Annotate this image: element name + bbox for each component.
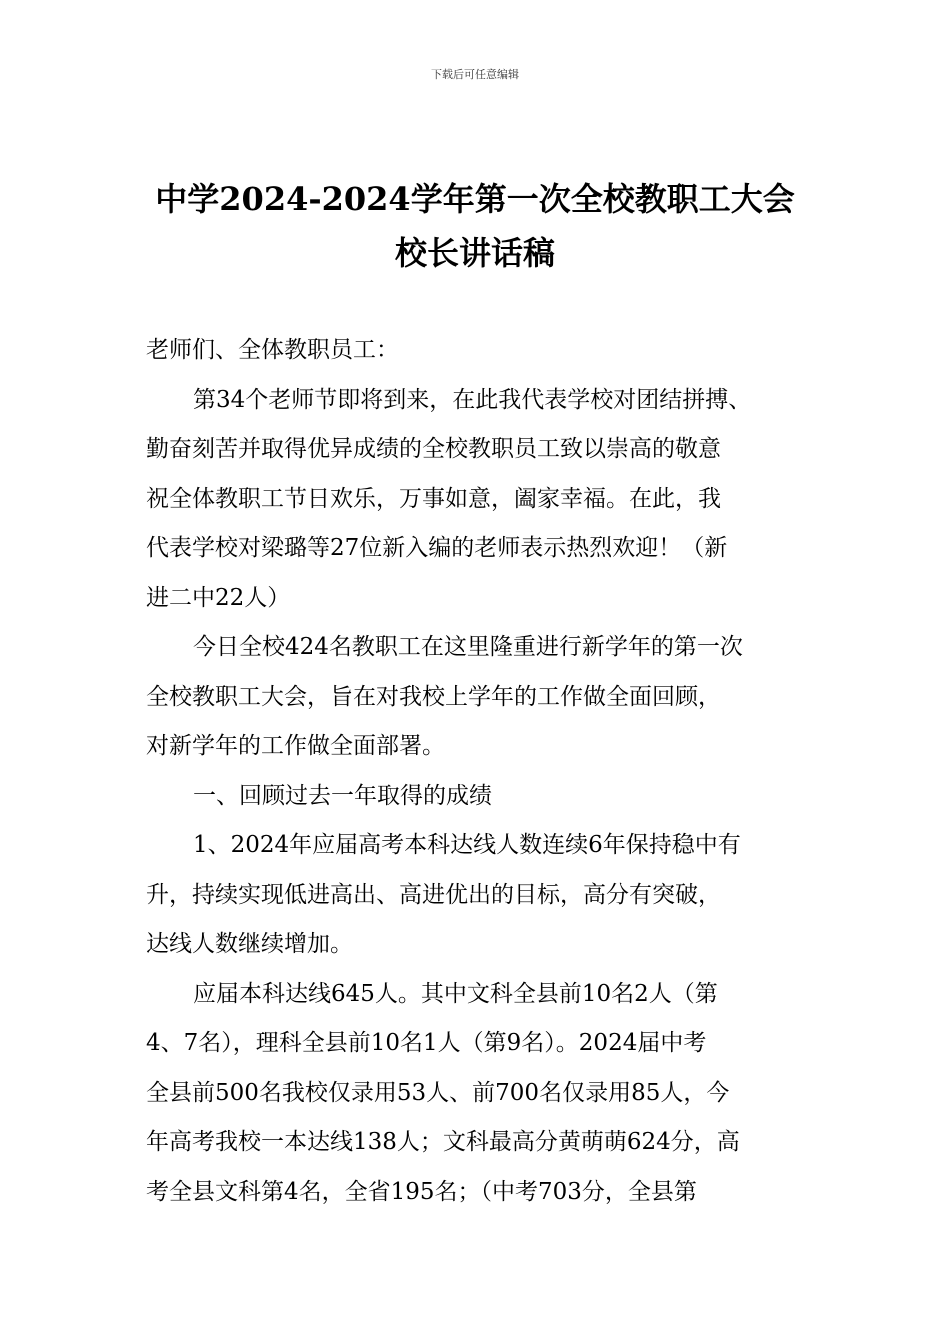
body-line: 第34个老师节即将到来，在此我代表学校对团结拼搏、	[193, 386, 752, 413]
body-line: 升，持续实现低进高出、高进优出的目标，高分有突破，	[146, 881, 721, 908]
body-line: 老师们、全体教职员工：	[146, 337, 399, 363]
page-header-note: 下载后可任意编辑	[431, 68, 519, 81]
body-line: 一、回顾过去一年取得的成绩	[193, 782, 492, 809]
title-line-2: 校长讲话稿	[394, 234, 555, 272]
body-line: 4、7名），理科全县前10名1人（第9名）。2024届中考	[146, 1030, 707, 1056]
body-line: 考全县文科第4名，全省195名；（中考703分，全县第	[146, 1178, 697, 1205]
body-line: 代表学校对梁璐等27位新入编的老师表示热烈欢迎！（新	[146, 535, 728, 561]
body-line: 应届本科达线645人。其中文科全县前10名2人（第	[193, 980, 718, 1007]
body-line: 今日全校424名教职工在这里隆重进行新学年的第一次	[193, 634, 743, 660]
body-line: 对新学年的工作做全面部署。	[146, 733, 445, 759]
body-line: 全县前500名我校仅录用53人、前700名仅录用85人，今	[146, 1079, 730, 1106]
title-line-1: 中学2024-2024学年第一次全校教职工大会	[155, 180, 795, 218]
body-line: 全校教职工大会，旨在对我校上学年的工作做全面回顾，	[146, 683, 721, 710]
document-body	[146, 326, 816, 1217]
body-line: 进二中22人）	[146, 584, 291, 611]
body-line: 1、2024年应届高考本科达线人数连续6年保持稳中有	[193, 832, 741, 858]
body-line: 勤奋刻苦并取得优异成绩的全校教职员工致以崇高的敬意	[146, 436, 721, 462]
body-line: 达线人数继续增加。	[146, 931, 353, 957]
document-title	[110, 172, 840, 280]
body-line: 祝全体教职工节日欢乐，万事如意，阖家幸福。在此，我	[146, 485, 721, 512]
body-line: 年高考我校一本达线138人；文科最高分黄萌萌624分，高	[146, 1129, 740, 1155]
